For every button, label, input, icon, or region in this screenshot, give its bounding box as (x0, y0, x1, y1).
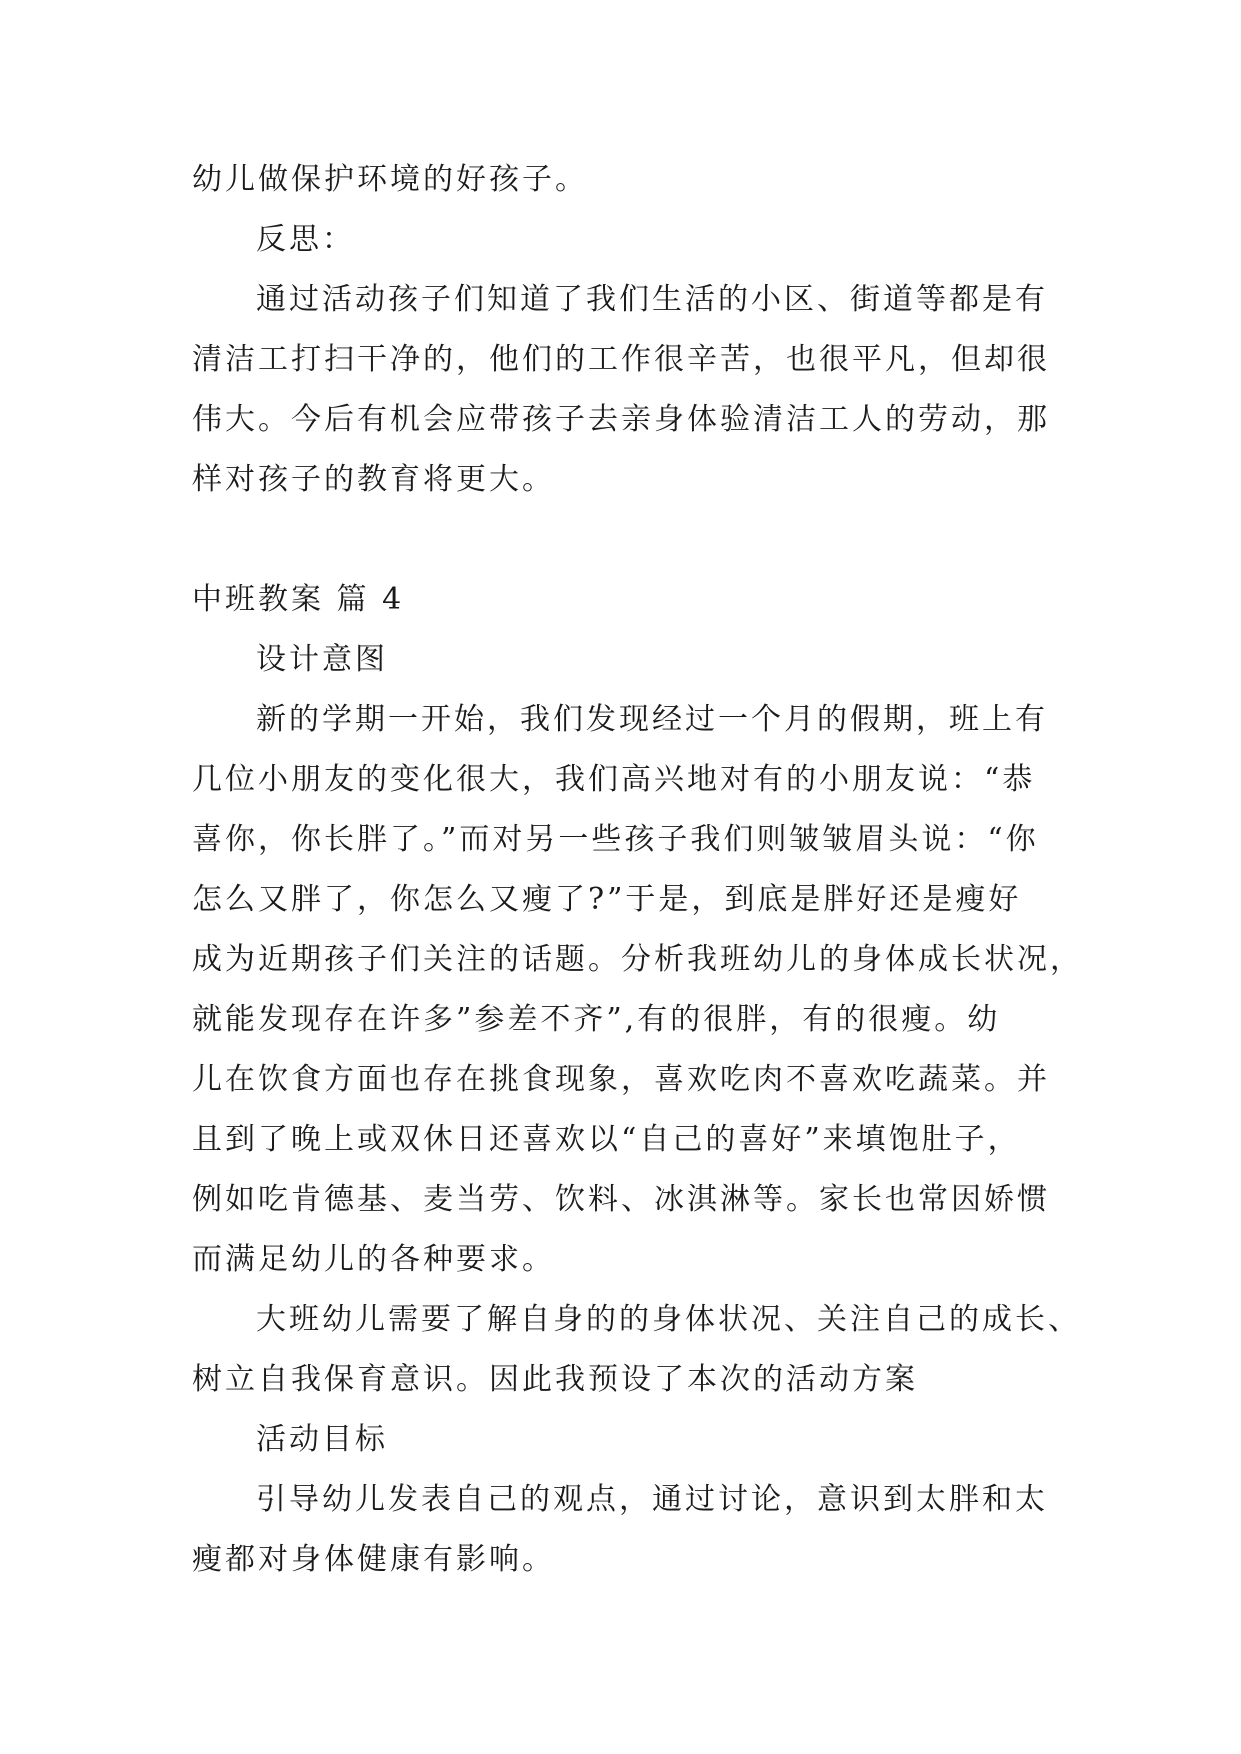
paragraph-gap (192, 510, 1072, 570)
text-line: 大班幼儿需要了解自身的的身体状况、关注自己的成长、 (256, 1302, 1081, 1337)
text-line: 喜你，你长胖了。”而对另一些孩子我们则皱皱眉头说：“你 (192, 822, 1039, 857)
text-line: 例如吃肯德基、麦当劳、饮料、冰淇淋等。家长也常因娇惯 (192, 1182, 1050, 1217)
text-line: 瘦都对身体健康有影响。 (192, 1542, 555, 1577)
document-page (192, 150, 1083, 1590)
text-line: 活动目标 (256, 1422, 388, 1457)
text-line: 通过活动孩子们知道了我们生活的小区、街道等都是有 (256, 282, 1048, 317)
text-line: 而满足幼儿的各种要求。 (192, 1242, 555, 1277)
text-line: 几位小朋友的变化很大，我们高兴地对有的小朋友说：“恭 (192, 762, 1036, 797)
text-line: 就能发现存在许多”参差不齐”,有的很胖，有的很瘦。幼 (192, 1002, 1001, 1037)
text-line: 且到了晚上或双休日还喜欢以“自己的喜好”来填饱肚子， (192, 1122, 1021, 1157)
text-line: 设计意图 (256, 642, 388, 677)
text-line: 反思： (256, 222, 355, 257)
text-line: 清洁工打扫干净的，他们的工作很辛苦，也很平凡，但却很 (192, 342, 1050, 377)
text-line: 样对孩子的教育将更大。 (192, 462, 555, 497)
text-line: 树立自我保育意识。因此我预设了本次的活动方案 (192, 1362, 918, 1397)
text-line: 伟大。今后有机会应带孩子去亲身体验清洁工人的劳动，那 (192, 402, 1050, 437)
text-line: 新的学期一开始，我们发现经过一个月的假期，班上有 (256, 702, 1048, 737)
text-line: 成为近期孩子们关注的话题。分析我班幼儿的身体成长状况， (192, 942, 1083, 977)
text-line: 幼儿做保护环境的好孩子。 (192, 162, 588, 197)
text-line: 儿在饮食方面也存在挑食现象，喜欢吃肉不喜欢吃蔬菜。并 (192, 1062, 1050, 1097)
text-line: 中班教案 篇 4 (192, 582, 405, 617)
text-line: 怎么又胖了，你怎么又瘦了?”于是，到底是胖好还是瘦好 (192, 882, 1022, 917)
text-line: 引导幼儿发表自己的观点，通过讨论，意识到太胖和太 (256, 1482, 1048, 1517)
